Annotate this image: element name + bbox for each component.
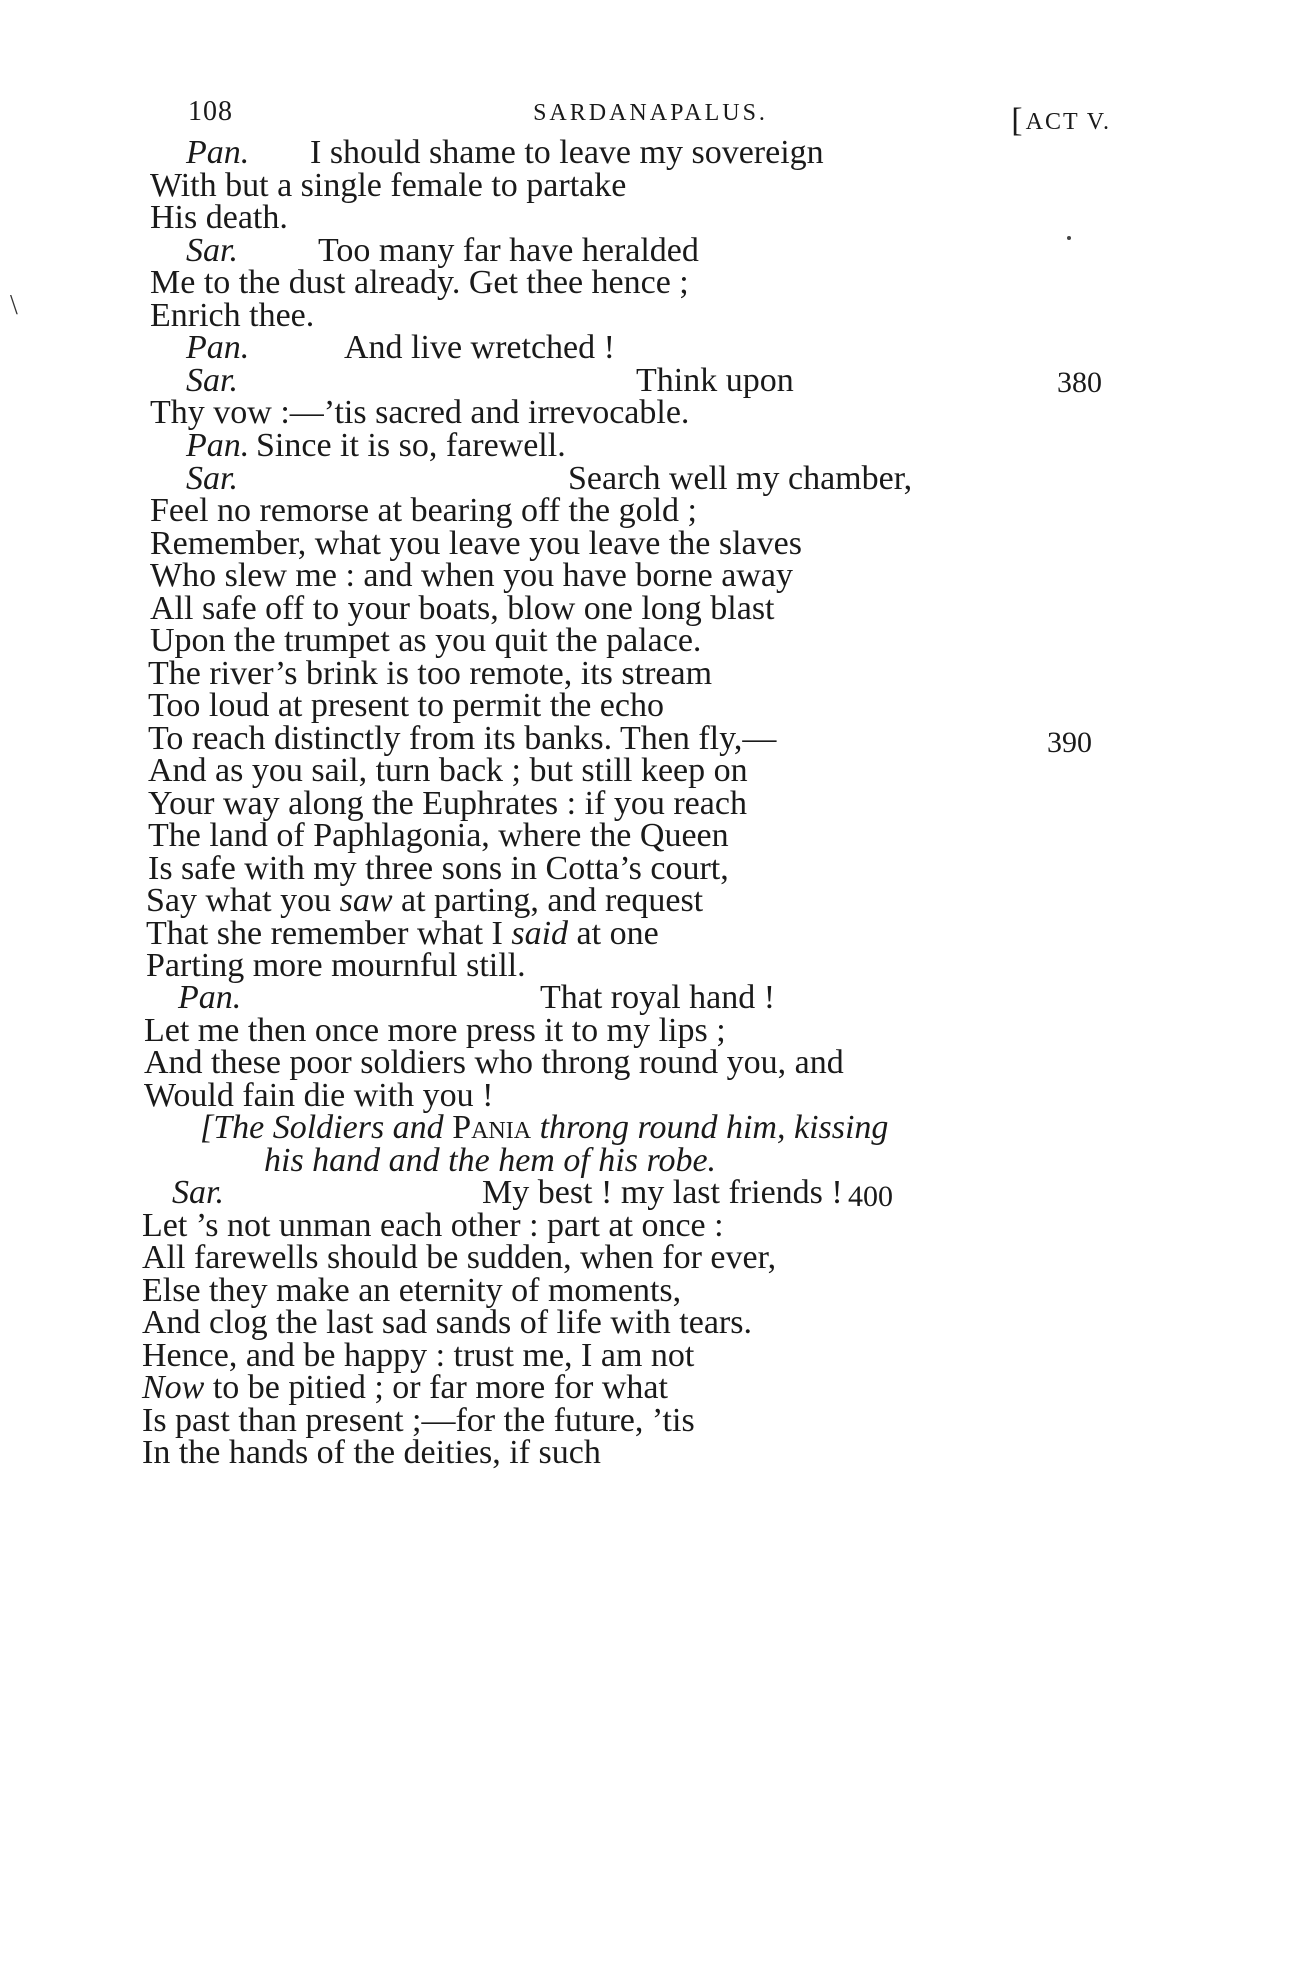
line-text: Let me then once more press it to my lips ; (144, 1012, 726, 1049)
speaker: Pan. (186, 427, 250, 464)
line-text: Else they make an eternity of moments, (142, 1272, 682, 1309)
line-text: Too many far have heralded (318, 232, 699, 269)
line-text: And these poor soldiers who throng round you, and (144, 1044, 844, 1081)
line-number: 390 (1047, 726, 1092, 759)
line-number: 380 (1057, 366, 1102, 399)
speaker: Pan. (186, 134, 250, 171)
speaker: Pan. (186, 329, 250, 366)
line-text: Parting more mournful still. (146, 947, 526, 984)
line-text: All safe off to your boats, blow one long blast (150, 590, 775, 627)
character-name: Pania (452, 1109, 532, 1146)
margin-dot (1067, 236, 1071, 240)
line-text: And as you sail, turn back ; but still keep on (148, 752, 748, 789)
line-text: Enrich thee. (150, 297, 315, 334)
line-text: In the hands of the deities, if such (142, 1434, 601, 1471)
line-text: His death. (150, 199, 288, 236)
speaker: Sar. (186, 232, 238, 269)
line-text: My best ! my last friends ! (482, 1174, 843, 1211)
emphasis: said (511, 915, 569, 952)
line-text: Since it is so, farewell. (256, 427, 566, 464)
emphasis: Now (142, 1369, 205, 1406)
page-number: 108 (188, 96, 233, 127)
line-text: I should shame to leave my sovereign (310, 134, 824, 171)
line-text: The river’s brink is too remote, its stream (148, 655, 713, 692)
line-text: Me to the dust already. Get thee hence ; (150, 264, 689, 301)
line-text: Search well my chamber, (568, 460, 913, 497)
line-text: That royal hand ! (540, 979, 776, 1016)
line-text: Let ’s not unman each other : part at once : (142, 1207, 724, 1244)
line-text: Too loud at present to permit the echo (148, 687, 664, 724)
line-text: All farewells should be sudden, when for ever, (142, 1239, 777, 1276)
page-header (0, 96, 1301, 139)
line-text: Now to be pitied ; or far more for what (142, 1369, 668, 1406)
line-text: Who slew me : and when you have borne away (150, 557, 793, 594)
direction-text: [The Soldiers and Pania throng round him, kissing (200, 1109, 889, 1146)
margin-mark: \ (10, 290, 18, 321)
line-text: With but a single female to partake (150, 167, 627, 204)
line-text: Your way along the Euphrates : if you reach (148, 785, 747, 822)
speaker: Sar. (172, 1174, 224, 1211)
line-number: 400 (848, 1180, 893, 1213)
line-text: Is past than present ;—for the future, ’tis (142, 1402, 695, 1439)
speaker: Pan. (178, 979, 242, 1016)
line-text: Upon the trumpet as you quit the palace. (150, 622, 702, 659)
speaker: Sar. (186, 460, 238, 497)
line-text: Is safe with my three sons in Cotta’s court, (148, 850, 729, 887)
line-text: That she remember what I said at one (146, 915, 659, 952)
line-text: Remember, what you leave you leave the slaves (150, 525, 802, 562)
speaker: Sar. (186, 362, 238, 399)
direction-text: his hand and the hem of his robe. (264, 1142, 717, 1179)
line-text: And live wretched ! (344, 329, 615, 366)
line-text: Hence, and be happy : trust me, I am not (142, 1337, 695, 1374)
line-text: Say what you saw at parting, and request (146, 882, 704, 919)
line-text: The land of Paphlagonia, where the Queen (148, 817, 729, 854)
line-text: To reach distinctly from its banks. Then fly,— (148, 720, 777, 757)
emphasis: saw (339, 882, 393, 919)
line-text: Would fain die with you ! (144, 1077, 494, 1114)
line-text: And clog the last sad sands of life with tears. (142, 1304, 752, 1341)
act-label: [ACT V. (1011, 102, 1111, 139)
line-text: Thy vow :—’tis sacred and irrevocable. (150, 394, 690, 431)
line-text: Think upon (636, 362, 794, 399)
line-text: Feel no remorse at bearing off the gold ; (150, 492, 697, 529)
running-title: SARDANAPALUS. (533, 100, 768, 126)
